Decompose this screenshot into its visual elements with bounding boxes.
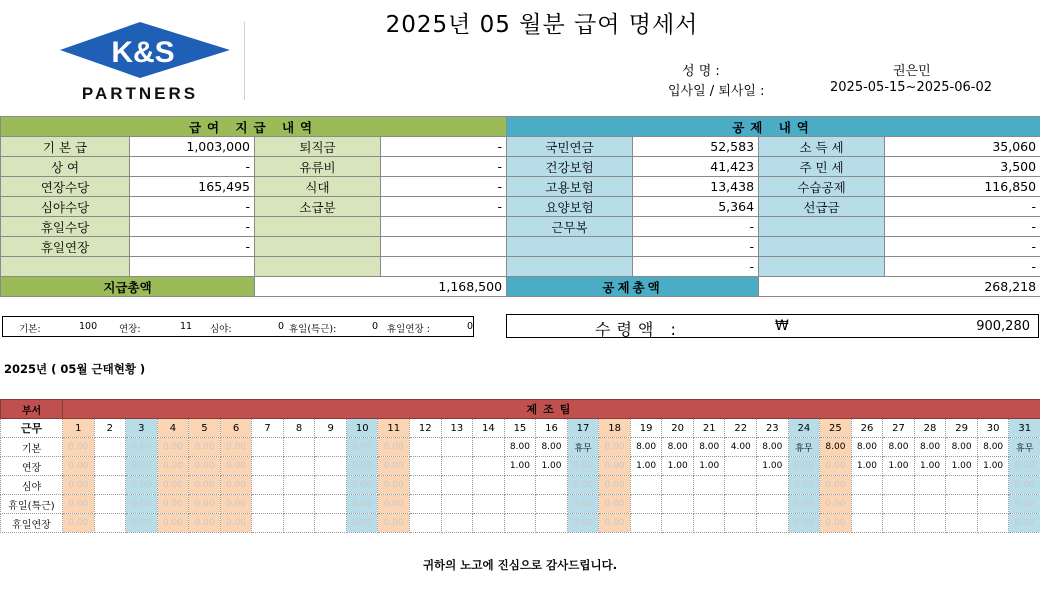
day-header: 17 <box>567 419 599 438</box>
attendance-cell: 0.00 <box>788 457 820 476</box>
basic-hours-label: 기본: <box>19 324 41 335</box>
attendance-cell <box>283 514 315 533</box>
day-header: 23 <box>757 419 789 438</box>
day-header: 21 <box>693 419 725 438</box>
attendance-cell: 휴무 <box>567 438 599 457</box>
attendance-cell <box>504 476 536 495</box>
attendance-cell: 1.00 <box>662 457 694 476</box>
attendance-cell <box>252 476 284 495</box>
attendance-row-label: 심야 <box>1 476 63 495</box>
attendance-row-label: 휴일연장 <box>1 514 63 533</box>
payment-item-value: - <box>130 157 255 177</box>
attendance-row <box>1 514 1040 533</box>
hours-summary <box>2 316 474 337</box>
attendance-cell: 0.00 <box>346 438 378 457</box>
deduction-item-label: 수습공제 <box>759 177 885 197</box>
day-header: 30 <box>977 419 1009 438</box>
attendance-cell <box>283 457 315 476</box>
attendance-cell: 휴무 <box>788 438 820 457</box>
attendance-cell: 0.00 <box>126 495 158 514</box>
attendance-cell <box>473 476 505 495</box>
day-header: 18 <box>599 419 631 438</box>
payment-item-value: - <box>130 237 255 257</box>
day-header: 14 <box>473 419 505 438</box>
attendance-cell: 0.00 <box>788 476 820 495</box>
attendance-cell <box>725 495 757 514</box>
deduction-item-label: 요양보험 <box>507 197 633 217</box>
deduction-item-label <box>759 257 885 277</box>
attendance-cell: 1.00 <box>914 457 946 476</box>
attendance-cell <box>883 514 915 533</box>
attendance-cell <box>441 495 473 514</box>
footer-message: 귀하의 노고에 진심으로 감사드립니다. <box>422 558 618 572</box>
attendance-cell: 1.00 <box>630 457 662 476</box>
attendance-cell: 8.00 <box>851 438 883 457</box>
day-header: 7 <box>252 419 284 438</box>
payment-item-value: 165,495 <box>130 177 255 197</box>
deduction-item-label: 선급금 <box>759 197 885 217</box>
day-header: 9 <box>315 419 347 438</box>
attendance-cell <box>441 438 473 457</box>
attendance-cell <box>94 457 126 476</box>
payment-item-value <box>381 237 507 257</box>
payment-item-value <box>381 257 507 277</box>
deduction-item-label: 고용보험 <box>507 177 633 197</box>
attendance-cell: 1.00 <box>693 457 725 476</box>
attendance-cell <box>410 514 442 533</box>
attendance-cell: 휴무 <box>1009 438 1040 457</box>
payment-item-label: 기 본 급 <box>1 137 130 157</box>
attendance-cell <box>94 438 126 457</box>
attendance-cell: 8.00 <box>693 438 725 457</box>
payment-item-value: - <box>130 217 255 237</box>
deduction-item-value: - <box>885 197 1040 217</box>
day-header: 1 <box>63 419 95 438</box>
day-header: 31 <box>1009 419 1040 438</box>
attendance-cell: 0.00 <box>157 476 189 495</box>
attendance-cell: 0.00 <box>599 438 631 457</box>
deduction-item-value: 116,850 <box>885 177 1040 197</box>
deduction-item-label: 근무복 <box>507 217 633 237</box>
attendance-cell <box>977 476 1009 495</box>
attendance-cell <box>283 495 315 514</box>
payment-item-value: - <box>381 197 507 217</box>
attendance-cell <box>473 457 505 476</box>
attendance-cell <box>94 514 126 533</box>
pay-row <box>1 137 1040 157</box>
attendance-cell: 0.00 <box>126 476 158 495</box>
attendance-cell: 0.00 <box>599 514 631 533</box>
payment-item-label <box>255 217 381 237</box>
day-header: 3 <box>126 419 158 438</box>
attendance-cell: 0.00 <box>126 514 158 533</box>
employment-period: 2025-05-15~2025-06-02 <box>830 80 992 95</box>
attendance-cell: 0.00 <box>63 495 95 514</box>
payment-item-label: 연장수당 <box>1 177 130 197</box>
attendance-cell: 0.00 <box>820 495 852 514</box>
attendance-cell <box>441 514 473 533</box>
attendance-cell: 0.00 <box>220 514 252 533</box>
deduction-item-label: 주 민 세 <box>759 157 885 177</box>
attendance-cell <box>504 495 536 514</box>
attendance-cell <box>725 476 757 495</box>
attendance-cell <box>851 495 883 514</box>
attendance-cell <box>315 514 347 533</box>
day-header: 26 <box>851 419 883 438</box>
holiday-hours-label: 휴일(특근): <box>289 324 337 335</box>
deduction-item-label <box>759 217 885 237</box>
attendance-cell: 0.00 <box>599 457 631 476</box>
day-header: 28 <box>914 419 946 438</box>
company-logo <box>40 20 246 104</box>
dept-name: 제조팀 <box>63 400 1040 419</box>
day-header: 13 <box>441 419 473 438</box>
payment-item-label: 퇴직금 <box>255 137 381 157</box>
attendance-cell: 0.00 <box>220 495 252 514</box>
attendance-cell: 8.00 <box>757 438 789 457</box>
pay-row <box>1 157 1040 177</box>
attendance-cell: 1.00 <box>757 457 789 476</box>
attendance-cell: 1.00 <box>883 457 915 476</box>
deduction-item-value: 41,423 <box>633 157 759 177</box>
attendance-cell <box>441 457 473 476</box>
payment-header: 급여 지급 내역 <box>1 117 507 137</box>
attendance-cell <box>410 495 442 514</box>
attendance-cell: 0.00 <box>63 438 95 457</box>
payment-item-value: - <box>381 157 507 177</box>
pay-row <box>1 257 1040 277</box>
night-hours: 0 <box>278 321 285 332</box>
attendance-cell <box>473 495 505 514</box>
attendance-cell <box>536 495 568 514</box>
attendance-cell <box>662 495 694 514</box>
attendance-cell <box>504 514 536 533</box>
payment-item-value: 1,003,000 <box>130 137 255 157</box>
day-header: 29 <box>946 419 978 438</box>
net-pay-label: 수령액 : <box>595 320 682 339</box>
holiday-hours: 0 <box>372 321 379 332</box>
attendance-cell: 0.00 <box>599 476 631 495</box>
attendance-cell: 0.00 <box>189 476 221 495</box>
attendance-cell: 0.00 <box>378 495 410 514</box>
deduction-item-label <box>507 237 633 257</box>
net-pay-value: 900,280 <box>976 319 1030 334</box>
deduction-item-label: 국민연금 <box>507 137 633 157</box>
day-header: 6 <box>220 419 252 438</box>
attendance-cell: 0.00 <box>220 476 252 495</box>
day-label: 근무 <box>1 419 63 438</box>
attendance-cell: 0.00 <box>346 457 378 476</box>
payment-item-value: - <box>130 197 255 217</box>
attendance-cell: 0.00 <box>346 495 378 514</box>
payment-item-value <box>130 257 255 277</box>
attendance-cell <box>977 495 1009 514</box>
attendance-cell <box>757 495 789 514</box>
basic-hours: 100 <box>79 321 98 332</box>
payment-item-label <box>255 237 381 257</box>
attendance-cell: 8.00 <box>536 438 568 457</box>
attendance-cell <box>315 476 347 495</box>
attendance-cell: 0.00 <box>820 514 852 533</box>
deduction-item-value: - <box>633 217 759 237</box>
attendance-cell: 0.00 <box>378 438 410 457</box>
attendance-row-label: 휴일(특근) <box>1 495 63 514</box>
attendance-cell: 0.00 <box>567 457 599 476</box>
attendance-row <box>1 438 1040 457</box>
attendance-cell <box>757 514 789 533</box>
attendance-cell: 8.00 <box>946 438 978 457</box>
deduction-item-value: - <box>885 257 1040 277</box>
attendance-cell <box>283 476 315 495</box>
attendance-cell: 0.00 <box>157 457 189 476</box>
attendance-cell: 1.00 <box>851 457 883 476</box>
attendance-cell: 1.00 <box>504 457 536 476</box>
attendance-cell: 0.00 <box>567 514 599 533</box>
attendance-cell <box>630 476 662 495</box>
deduction-item-value: 35,060 <box>885 137 1040 157</box>
ext-hours-label: 연장: <box>119 324 141 335</box>
attendance-cell <box>662 476 694 495</box>
day-header: 11 <box>378 419 410 438</box>
attendance-cell: 8.00 <box>883 438 915 457</box>
deduction-item-value: 13,438 <box>633 177 759 197</box>
attendance-cell <box>662 514 694 533</box>
ext-hours: 11 <box>180 321 193 332</box>
attendance-cell <box>946 514 978 533</box>
dept-label: 부서 <box>1 400 63 419</box>
attendance-cell: 0.00 <box>189 457 221 476</box>
attendance-cell: 0.00 <box>63 457 95 476</box>
payment-item-value: - <box>381 137 507 157</box>
pay-row <box>1 197 1040 217</box>
attendance-cell <box>851 514 883 533</box>
deduction-item-value: 5,364 <box>633 197 759 217</box>
attendance-cell: 0.00 <box>157 514 189 533</box>
attendance-cell: 0.00 <box>189 514 221 533</box>
attendance-row <box>1 476 1040 495</box>
deduction-item-value: 3,500 <box>885 157 1040 177</box>
attendance-cell: 0.00 <box>63 476 95 495</box>
attendance-cell <box>473 514 505 533</box>
deduction-total-label: 공제총액 <box>507 277 759 297</box>
attendance-cell: 0.00 <box>788 495 820 514</box>
attendance-cell <box>725 514 757 533</box>
attendance-cell: 0.00 <box>820 476 852 495</box>
attendance-row-label: 기본 <box>1 438 63 457</box>
logo-brand: K&S <box>111 36 175 69</box>
attendance-cell: 0.00 <box>126 438 158 457</box>
payment-item-label <box>255 257 381 277</box>
attendance-cell <box>441 476 473 495</box>
attendance-title: 2025년 ( 05월 근태현황 ) <box>4 362 146 376</box>
attendance-cell: 0.00 <box>157 495 189 514</box>
payment-total: 1,168,500 <box>255 277 507 297</box>
deduction-item-label: 건강보험 <box>507 157 633 177</box>
deduction-header: 공제 내역 <box>507 117 1040 137</box>
payment-item-value: - <box>381 177 507 197</box>
attendance-table <box>0 399 1040 533</box>
attendance-cell <box>410 476 442 495</box>
attendance-cell <box>693 495 725 514</box>
attendance-cell <box>252 438 284 457</box>
attendance-cell <box>883 476 915 495</box>
attendance-cell: 1.00 <box>536 457 568 476</box>
holiday-ext-hours: 0 <box>467 321 474 332</box>
day-header: 19 <box>630 419 662 438</box>
attendance-cell: 0.00 <box>1009 514 1040 533</box>
attendance-cell: 0.00 <box>1009 476 1040 495</box>
attendance-cell <box>283 438 315 457</box>
payment-item-label: 심야수당 <box>1 197 130 217</box>
payment-item-label: 휴일연장 <box>1 237 130 257</box>
payment-item-label: 휴일수당 <box>1 217 130 237</box>
attendance-cell <box>252 514 284 533</box>
attendance-cell <box>851 476 883 495</box>
deduction-item-value: - <box>633 237 759 257</box>
attendance-cell <box>252 495 284 514</box>
name-label: 성 명 : <box>682 64 720 79</box>
payment-item-label: 상 여 <box>1 157 130 177</box>
attendance-cell <box>94 495 126 514</box>
attendance-cell: 0.00 <box>157 438 189 457</box>
attendance-cell <box>252 457 284 476</box>
deduction-item-label <box>507 257 633 277</box>
attendance-cell: 0.00 <box>346 476 378 495</box>
attendance-cell: 8.00 <box>662 438 694 457</box>
pay-row <box>1 177 1040 197</box>
attendance-cell <box>693 514 725 533</box>
net-pay-box <box>506 314 1039 338</box>
attendance-cell: 0.00 <box>378 457 410 476</box>
attendance-cell <box>977 514 1009 533</box>
day-header: 25 <box>820 419 852 438</box>
attendance-cell: 4.00 <box>725 438 757 457</box>
attendance-cell <box>410 457 442 476</box>
attendance-cell: 0.00 <box>126 457 158 476</box>
attendance-cell: 0.00 <box>189 495 221 514</box>
day-header: 16 <box>536 419 568 438</box>
attendance-cell <box>757 476 789 495</box>
night-hours-label: 심야: <box>210 324 232 335</box>
logo-sub: PARTNERS <box>81 84 199 103</box>
attendance-cell <box>914 514 946 533</box>
day-header: 12 <box>410 419 442 438</box>
day-header: 5 <box>189 419 221 438</box>
payment-item-label <box>1 257 130 277</box>
attendance-cell: 0.00 <box>820 457 852 476</box>
employee-name: 권은민 <box>893 64 931 79</box>
attendance-cell: 8.00 <box>820 438 852 457</box>
attendance-cell <box>630 495 662 514</box>
payment-item-value <box>381 217 507 237</box>
day-header: 8 <box>283 419 315 438</box>
attendance-cell: 1.00 <box>946 457 978 476</box>
attendance-cell <box>946 476 978 495</box>
attendance-cell <box>630 514 662 533</box>
attendance-cell: 0.00 <box>63 514 95 533</box>
day-header: 24 <box>788 419 820 438</box>
attendance-cell <box>883 495 915 514</box>
attendance-cell: 8.00 <box>977 438 1009 457</box>
day-header: 15 <box>504 419 536 438</box>
attendance-cell: 0.00 <box>220 438 252 457</box>
pay-row <box>1 217 1040 237</box>
attendance-cell: 0.00 <box>346 514 378 533</box>
pay-table <box>0 116 1040 297</box>
logo-divider <box>244 22 245 100</box>
payment-item-label: 식대 <box>255 177 381 197</box>
attendance-cell <box>914 476 946 495</box>
day-header: 20 <box>662 419 694 438</box>
attendance-cell: 0.00 <box>220 457 252 476</box>
attendance-cell <box>725 457 757 476</box>
deduction-item-label: 소 득 세 <box>759 137 885 157</box>
day-header: 2 <box>94 419 126 438</box>
attendance-row-label: 연장 <box>1 457 63 476</box>
pay-row <box>1 237 1040 257</box>
page-title: 2025년 05 월분 급여 명세서 <box>385 12 699 38</box>
attendance-cell: 0.00 <box>567 495 599 514</box>
attendance-cell: 8.00 <box>504 438 536 457</box>
attendance-cell <box>473 438 505 457</box>
attendance-cell: 0.00 <box>378 514 410 533</box>
attendance-cell <box>693 476 725 495</box>
attendance-cell: 0.00 <box>1009 495 1040 514</box>
attendance-cell: 0.00 <box>189 438 221 457</box>
attendance-cell <box>536 514 568 533</box>
holiday-ext-label: 휴일연장 : <box>387 324 430 335</box>
attendance-row <box>1 457 1040 476</box>
deduction-item-value: - <box>885 217 1040 237</box>
attendance-cell <box>946 495 978 514</box>
attendance-cell: 0.00 <box>1009 457 1040 476</box>
attendance-cell <box>315 495 347 514</box>
attendance-cell: 8.00 <box>914 438 946 457</box>
deduction-item-label <box>759 237 885 257</box>
attendance-cell <box>315 457 347 476</box>
attendance-cell <box>315 438 347 457</box>
attendance-cell: 8.00 <box>630 438 662 457</box>
attendance-cell: 1.00 <box>977 457 1009 476</box>
day-header: 27 <box>883 419 915 438</box>
attendance-cell: 0.00 <box>567 476 599 495</box>
won-icon: ₩ <box>775 318 789 334</box>
attendance-cell: 0.00 <box>599 495 631 514</box>
day-header: 22 <box>725 419 757 438</box>
attendance-cell <box>410 438 442 457</box>
attendance-cell <box>536 476 568 495</box>
attendance-cell: 0.00 <box>378 476 410 495</box>
attendance-cell <box>914 495 946 514</box>
attendance-cell <box>94 476 126 495</box>
period-label: 입사일 / 퇴사일 : <box>668 84 765 99</box>
deduction-item-value: 52,583 <box>633 137 759 157</box>
attendance-row <box>1 495 1040 514</box>
deduction-total: 268,218 <box>759 277 1040 297</box>
day-header: 10 <box>346 419 378 438</box>
day-header: 4 <box>157 419 189 438</box>
attendance-cell: 0.00 <box>788 514 820 533</box>
payment-item-label: 소급분 <box>255 197 381 217</box>
deduction-item-value: - <box>885 237 1040 257</box>
payment-item-label: 유류비 <box>255 157 381 177</box>
deduction-item-value: - <box>633 257 759 277</box>
payment-total-label: 지급총액 <box>1 277 255 297</box>
